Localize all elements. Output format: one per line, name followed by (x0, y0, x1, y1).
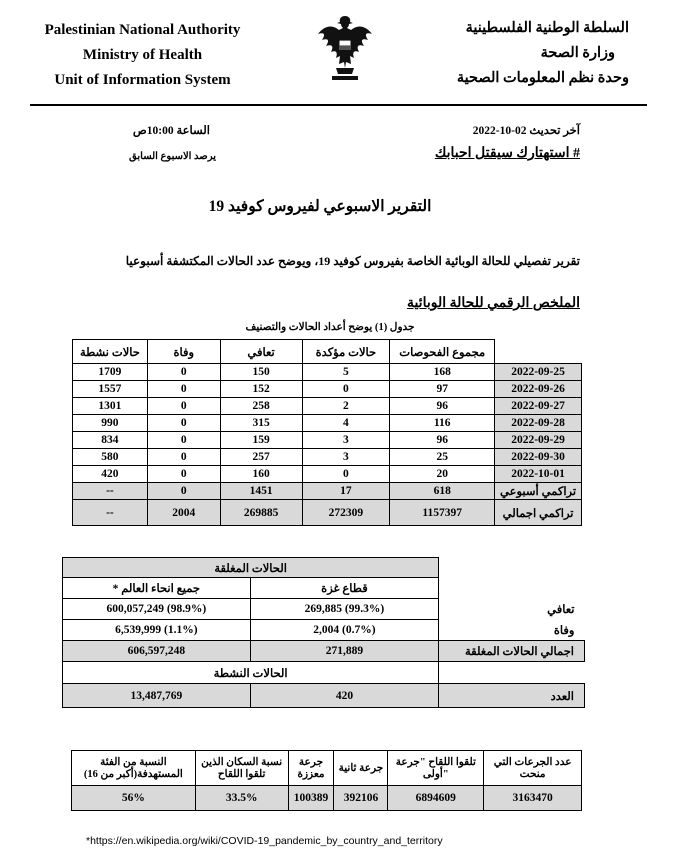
cell-confirmed: 2 (302, 398, 390, 415)
report-intro: تقرير تفصيلي للحالة الوبائية الخاصة بفيروس كوفيد 19، ويوضح عدد الحالات المكتشفة أسبوعيا (125, 254, 580, 268)
header-ar-line-3: وحدة نظم المعلومات الصحية (456, 70, 629, 86)
cell-pop-pct: 33.5% (195, 786, 288, 811)
cell-active: 834 (73, 432, 148, 449)
cell-recovered: 150 (220, 364, 302, 381)
cell-label: تعافي (547, 604, 575, 616)
cell-deaths: 0 (147, 415, 220, 432)
cell-date: 2022-09-26 (495, 381, 582, 398)
closed-cases-table (62, 557, 585, 708)
header-divider (30, 104, 647, 106)
cases-table (72, 339, 582, 526)
header-english (30, 18, 255, 93)
total-cumulative-row (73, 500, 582, 526)
cell-active: 1557 (73, 381, 148, 398)
cell-deaths: 2004 (147, 500, 220, 526)
th-target-pct: النسبة من الفئة المستهدفة(أكبر من 16) (72, 751, 196, 786)
footnote-link[interactable]: *https://en.wikipedia.org/wiki/COVID-19_pandemic_by_country_and_territory (86, 835, 443, 847)
cell-date: 2022-09-27 (495, 398, 582, 415)
active-title-row (63, 662, 585, 684)
cell-target-pct: 56% (72, 786, 196, 811)
cell-gaza: 271,889 (250, 641, 439, 662)
cell-recovered: 315 (220, 415, 302, 432)
cell-label: اجمالي الحالات المغلقة (439, 641, 585, 662)
cell-tests: 168 (390, 364, 495, 381)
empty-cell (439, 662, 585, 684)
cell-deaths: 0 (147, 449, 220, 466)
header-en-line-1: Palestinian National Authority (44, 22, 241, 38)
th-second-dose: جرعة ثانية (334, 751, 388, 786)
table-row (73, 466, 582, 483)
cell-active: 1301 (73, 398, 148, 415)
cell-deaths: 0 (147, 381, 220, 398)
active-title: الحالات النشطة (63, 662, 439, 684)
cell-active: 1709 (73, 364, 148, 381)
cell-active: 420 (73, 466, 148, 483)
weekly-note: يرصد الاسبوع السابق (129, 151, 216, 162)
cell-label: وفاة (553, 624, 575, 637)
cell-deaths: 0 (147, 364, 220, 381)
th-confirmed: حالات مؤكدة (302, 340, 390, 364)
hashtag: # استهتارك سيقتل احبابك (434, 146, 580, 161)
cell-tests: 1157397 (390, 500, 495, 526)
cell-deaths: 0 (147, 398, 220, 415)
th-pop-pct: نسبة السكان الذين تلقوا اللقاح (195, 751, 288, 786)
cell-tests: 25 (390, 449, 495, 466)
weekly-cumulative-row (73, 483, 582, 500)
cell-deaths: 0 (147, 466, 220, 483)
table-row (73, 432, 582, 449)
empty-cell (439, 558, 585, 578)
table-row (73, 398, 582, 415)
closed-header-row (63, 578, 585, 599)
total-closed-row (63, 641, 585, 662)
table-row (73, 449, 582, 466)
cell-tests: 116 (390, 415, 495, 432)
table-row (63, 599, 585, 620)
cell-doses-given: 3163470 (484, 786, 582, 811)
cell-world: 13,487,769 (63, 684, 251, 708)
eagle-emblem-icon (314, 12, 376, 84)
cell-confirmed: 4 (302, 415, 390, 432)
summary-heading: الملخص الرقمي للحالة الوبائية (406, 296, 580, 311)
cell-date: 2022-09-25 (495, 364, 582, 381)
cell-tests: 96 (390, 398, 495, 415)
col-world: * جميع انحاء العالم (63, 578, 251, 599)
header-en-line-3: Unit of Information System (54, 72, 231, 88)
cell-confirmed: 3 (302, 432, 390, 449)
cell-world: 600,057,249 (98.9%) (63, 599, 251, 620)
cell-gaza: 420 (250, 684, 439, 708)
table-row (73, 364, 582, 381)
cell-gaza: 2,004 (0.7%) (250, 620, 439, 641)
cell-first-dose: 6894609 (388, 786, 484, 811)
table-row (73, 381, 582, 398)
empty-cell (439, 578, 585, 599)
cell-date: 2022-09-29 (495, 432, 582, 449)
last-update: آخر تحديث 02-10-2022 (472, 125, 580, 137)
cell-tests: 618 (390, 483, 495, 500)
cell-second-dose: 392106 (334, 786, 388, 811)
cell-confirmed: 0 (302, 466, 390, 483)
cell-date: 2022-09-30 (495, 449, 582, 466)
cell-recovered: 258 (220, 398, 302, 415)
cell-active: 990 (73, 415, 148, 432)
vaccine-values-row (72, 786, 582, 811)
report-time: الساعة 10:00ص (132, 125, 210, 137)
cell-active: -- (73, 483, 148, 500)
cell-active: 580 (73, 449, 148, 466)
cell-label: تراكمي اجمالي (495, 500, 582, 526)
active-row (63, 684, 585, 708)
cell-confirmed: 0 (302, 381, 390, 398)
vaccination-table (71, 750, 582, 811)
cell-recovered: 159 (220, 432, 302, 449)
cell-label: العدد (439, 684, 585, 708)
cell-date: 2022-09-28 (495, 415, 582, 432)
th-empty (495, 340, 582, 364)
vaccine-header-row (72, 751, 582, 786)
header-en-line-2: Ministry of Health (82, 47, 203, 63)
cell-deaths: 0 (147, 432, 220, 449)
th-deaths: وفاة (147, 340, 220, 364)
cell-booster: 100389 (288, 786, 334, 811)
table-row (73, 415, 582, 432)
closed-title-row (63, 558, 585, 578)
closed-title: الحالات المغلقة (63, 558, 439, 578)
cell-recovered: 1451 (220, 483, 302, 500)
cell-recovered: 257 (220, 449, 302, 466)
cell-recovered: 269885 (220, 500, 302, 526)
report-title: التقرير الاسبوعي لفيروس كوفيد 19 (208, 198, 432, 215)
table-row (63, 620, 585, 641)
th-first-dose: تلقوا اللقاح "جرعة أولى" (388, 751, 484, 786)
cell-confirmed: 272309 (302, 500, 390, 526)
table1-caption: جدول (1) يوضح أعداد الحالات والتصنيف (245, 322, 415, 333)
cell-tests: 97 (390, 381, 495, 398)
header-arabic (429, 16, 629, 91)
header-ar-line-1: السلطة الوطنية الفلسطينية (465, 20, 629, 36)
table1-header-row (73, 340, 582, 364)
col-gaza: قطاع غزة (250, 578, 439, 599)
cell-tests: 96 (390, 432, 495, 449)
cell-world: 6,539,999 (1.1%) (63, 620, 251, 641)
th-tests: مجموع الفحوصات (390, 340, 495, 364)
cell-active: -- (73, 500, 148, 526)
cell-deaths: 0 (147, 483, 220, 500)
cell-recovered: 152 (220, 381, 302, 398)
cell-world: 606,597,248 (63, 641, 251, 662)
cell-confirmed: 17 (302, 483, 390, 500)
cell-gaza: 269,885 (99.3%) (250, 599, 439, 620)
th-doses-given: عدد الجرعات التي منحت (484, 751, 582, 786)
cell-recovered: 160 (220, 466, 302, 483)
th-recovered: تعافي (220, 340, 302, 364)
th-booster: جرعة معززة (288, 751, 334, 786)
cell-confirmed: 5 (302, 364, 390, 381)
cell-date: 2022-10-01 (495, 466, 582, 483)
cell-label: تراكمي أسبوعي (495, 483, 582, 500)
header-ar-line-2: وزارة الصحة (540, 45, 615, 61)
cell-confirmed: 3 (302, 449, 390, 466)
th-active: حالات نشطة (73, 340, 148, 364)
cell-tests: 20 (390, 466, 495, 483)
